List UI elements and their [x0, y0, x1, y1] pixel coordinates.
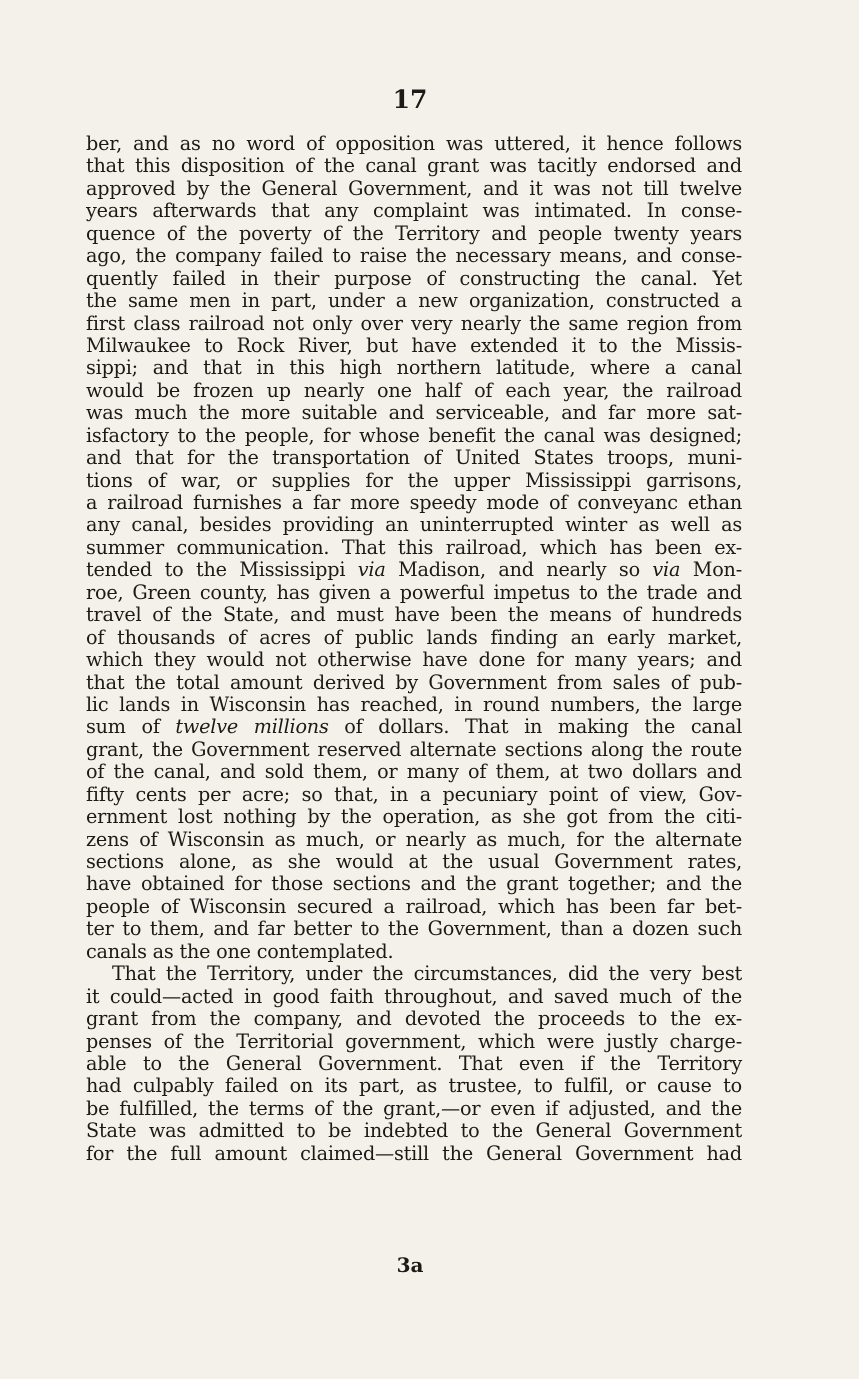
text-line: people of Wisconsin secured a railroad, which has been far bet- [86, 894, 742, 918]
text-line: which they would not otherwise have done for many years; and [86, 648, 742, 672]
text-line: That the Territory, under the circumstances, did the very best [112, 962, 742, 986]
text-line: first class railroad not only over very nearly the same region from [86, 311, 742, 335]
text-line: and that for the transportation of United States troops, muni- [86, 446, 742, 470]
text-line: it could—acted in good faith throughout, and saved much of the [86, 984, 742, 1008]
text-line: a railroad furnishes a far more speedy mode of conveyanc ethan [86, 491, 742, 514]
text-line: zens of Wisconsin as much, or nearly as much, for the alternate [86, 827, 742, 851]
signature-mark: 3a [396, 1253, 424, 1277]
text-line: sections alone, as she would at the usual Government rates, [86, 850, 742, 873]
text-line: quently failed in their purpose of constructing the canal. Yet [86, 266, 742, 290]
text-line: Milwaukee to Rock River, but have extended it to the Missis- [86, 333, 742, 357]
text-line: the same men in part, under a new organization, constructed a [86, 289, 742, 313]
paragraph [86, 133, 742, 963]
page-number: 17 [392, 85, 428, 114]
paragraph [86, 963, 742, 1165]
text-line: sippi; and that in this high northern latitude, where a canal [86, 356, 742, 380]
text-line: sum of twelve millions of dollars. That in making the canal [86, 715, 743, 739]
text-line: that the total amount derived by Government from sales of pub- [86, 670, 742, 694]
text-line: any canal, besides providing an uninterrupted winter as well as [86, 513, 742, 537]
text-line: roe, Green county, has given a powerful impetus to the trade and [86, 580, 742, 604]
text-line: ernment lost nothing by the operation, as she got from the citi- [86, 805, 742, 829]
text-line: approved by the General Government, and it was not till twelve [86, 176, 742, 200]
text-line: that this disposition of the canal grant was tacitly endorsed and [86, 154, 742, 178]
text-line: for the full amount claimed—still the General Government had [86, 1141, 742, 1165]
text-line: ber, and as no word of opposition was uttered, it hence follows [86, 132, 742, 155]
text-line: able to the General Government. That even if the Territory [86, 1051, 742, 1075]
text-line: would be frozen up nearly one half of each year, the railroad [86, 378, 742, 402]
text-line: grant from the company, and devoted the proceeds to the ex- [86, 1007, 742, 1031]
text-line: have obtained for those sections and the grant together; and the [86, 872, 742, 896]
text-line: be fulfilled, the terms of the grant,—or even if adjusted, and the [86, 1096, 742, 1120]
text-line: State was admitted to be indebted to the General Government [86, 1119, 742, 1143]
text-line: summer communication. That this railroad, which has been ex- [86, 535, 742, 559]
text-line: tions of war, or supplies for the upper Mississippi garrisons, [86, 468, 742, 492]
text-line: travel of the State, and must have been the means of hundreds [86, 603, 742, 627]
text-line: lic lands in Wisconsin has reached, in round numbers, the large [86, 692, 742, 716]
text-line: fifty cents per acre; so that, in a pecuniary point of view, Gov- [86, 782, 742, 806]
text-line: isfactory to the people, for whose benefit the canal was designed; [86, 423, 742, 447]
text-line: grant, the Government reserved alternate sections along the route [86, 737, 742, 761]
body-text [86, 133, 742, 1165]
text-line: ago, the company failed to raise the necessary means, and conse- [86, 244, 742, 268]
text-line: years afterwards that any complaint was intimated. In conse- [86, 199, 742, 223]
text-line: canals as the one contemplated. [86, 939, 394, 963]
text-line: of thousands of acres of public lands finding an early market, [86, 625, 742, 649]
text-line: tended to the Mississippi via Madison, and nearly so via Mon- [86, 558, 742, 582]
text-line: quence of the poverty of the Territory and people twenty years [86, 221, 742, 245]
text-line: of the canal, and sold them, or many of them, at two dollars and [86, 760, 742, 784]
text-line: penses of the Territorial government, which were justly charge- [86, 1029, 742, 1053]
text-line: had culpably failed on its part, as trustee, to fulfil, or cause to [86, 1074, 742, 1098]
text-line: ter to them, and far better to the Government, than a dozen such [86, 917, 742, 941]
text-line: was much the more suitable and serviceable, and far more sat- [86, 401, 742, 425]
